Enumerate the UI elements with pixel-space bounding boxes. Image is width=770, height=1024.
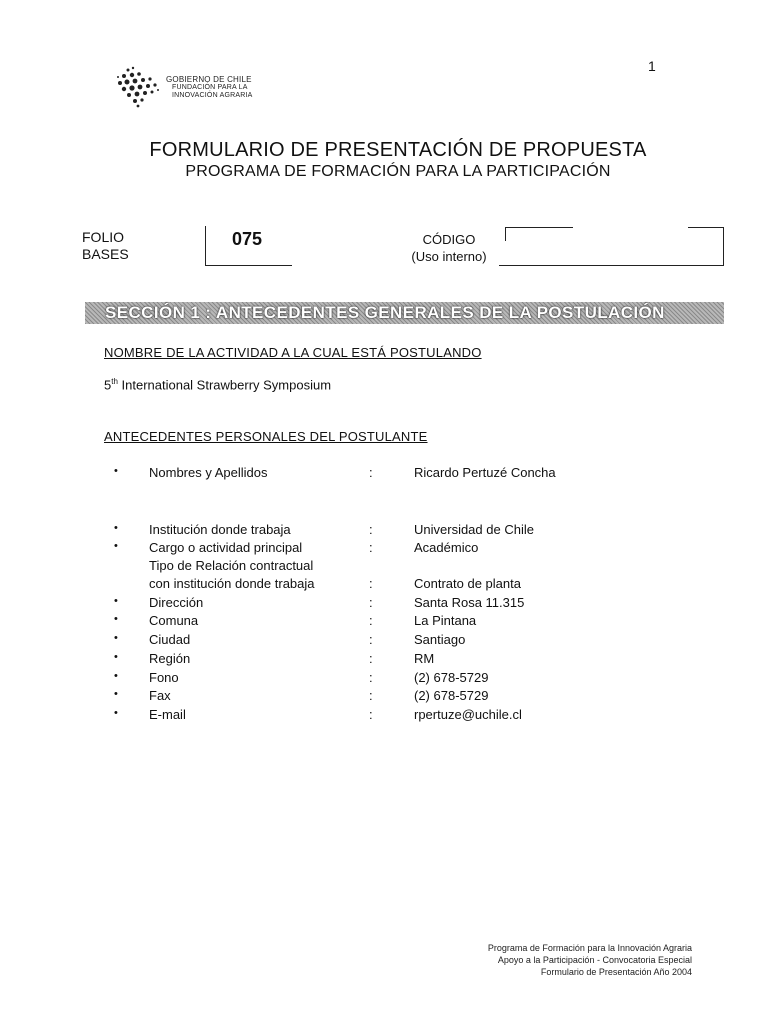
bullet-icon: •	[114, 651, 118, 663]
folio-value: 075	[232, 229, 263, 249]
bullet-icon: •	[114, 632, 118, 644]
field-colon: :	[369, 465, 373, 480]
field-colon: :	[369, 651, 373, 666]
field-label: Región	[149, 651, 191, 666]
field-colon: :	[369, 707, 373, 722]
field-colon: :	[369, 540, 373, 555]
gobierno-logo	[108, 58, 278, 110]
field-value: Santiago	[414, 632, 466, 647]
footer-line-2: Apoyo a la Participación - Convocatoria Especial	[497, 955, 692, 965]
field-label-line-2: con institución donde trabaja	[149, 576, 315, 591]
field-value: Santa Rosa 11.315	[414, 595, 525, 610]
page-footer	[420, 942, 692, 978]
field-value: Académico	[414, 540, 479, 555]
codigo-box-top-left	[505, 227, 573, 228]
field-value: La Pintana	[414, 613, 477, 628]
field-value: Ricardo Pertuzé Concha	[414, 465, 556, 480]
field-value: (2) 678-5729	[414, 670, 489, 685]
bullet-icon: •	[114, 540, 118, 552]
codigo-box[interactable]	[499, 227, 724, 266]
logo-text	[166, 76, 252, 100]
field-colon: :	[369, 632, 373, 647]
footer-line-1: Programa de Formación para la Innovación Agraria	[487, 943, 692, 953]
field-label: Nombres y Apellidos	[149, 465, 268, 480]
footer-line-3: Formulario de Presentación Año 2004	[540, 967, 692, 977]
field-colon: :	[369, 613, 373, 628]
field-label: Cargo o actividad principal	[149, 540, 303, 555]
folio-label-line-1: FOLIO	[82, 229, 125, 245]
activity-name	[104, 377, 331, 392]
folio-label-line-2: BASES	[82, 246, 129, 262]
folio-label	[82, 229, 129, 263]
field-label-line-1: Tipo de Relación contractual	[149, 558, 314, 573]
codigo-label	[404, 231, 494, 265]
personal-heading: ANTECEDENTES PERSONALES DEL POSTULANTE	[104, 429, 428, 444]
bullet-icon: •	[114, 670, 118, 682]
codigo-label-line-2: (Uso interno)	[411, 249, 487, 264]
field-label: Comuna	[149, 613, 199, 628]
field-colon: :	[369, 688, 373, 703]
field-colon: :	[369, 670, 373, 685]
field-label: Institución donde trabaja	[149, 522, 291, 537]
activity-number: 5	[104, 377, 112, 393]
bullet-icon: •	[114, 707, 118, 719]
field-colon: :	[369, 595, 373, 610]
bullet-icon: •	[114, 613, 118, 625]
field-value: Contrato de planta	[414, 576, 521, 591]
form-title: FORMULARIO DE PRESENTACIÓN DE PROPUESTA	[149, 139, 647, 161]
field-value[interactable]: rpertuze@uchile.cl	[414, 707, 522, 722]
fia-logo-icon	[108, 58, 166, 110]
field-label: Dirección	[149, 595, 204, 610]
codigo-label-line-1: CÓDIGO	[422, 232, 476, 247]
form-subtitle: PROGRAMA DE FORMACIÓN PARA LA PARTICIPACIÓN	[185, 163, 611, 180]
bullet-icon: •	[114, 465, 118, 477]
bullet-icon: •	[114, 522, 118, 534]
logo-line-2: FUNDACIÓN PARA LA	[172, 84, 248, 91]
field-label: Fono	[149, 670, 179, 685]
field-value: RM	[414, 651, 435, 666]
field-label: Fax	[149, 688, 171, 703]
field-colon: :	[369, 576, 373, 591]
codigo-box-edge	[505, 227, 506, 241]
bullet-icon: •	[114, 595, 118, 607]
field-value: Universidad de Chile	[414, 522, 534, 537]
field-colon: :	[369, 522, 373, 537]
field-value: (2) 678-5729	[414, 688, 489, 703]
page-number: 1	[648, 58, 656, 74]
logo-line-1: GOBIERNO DE CHILE	[166, 75, 252, 84]
activity-title: International Strawberry Symposium	[117, 377, 332, 393]
section-1-header: SECCIÓN 1 : ANTECEDENTES GENERALES DE LA POSTULACIÓN	[85, 302, 724, 324]
activity-superscript: th	[111, 377, 118, 386]
activity-heading: NOMBRE DE LA ACTIVIDAD A LA CUAL ESTÁ POSTULANDO	[104, 345, 482, 360]
bullet-icon: •	[114, 688, 118, 700]
field-label: E-mail	[149, 707, 186, 722]
logo-line-3: INNOVACIÓN AGRARIA	[172, 92, 253, 99]
field-label: Ciudad	[149, 632, 191, 647]
codigo-box-top-right	[688, 227, 723, 228]
